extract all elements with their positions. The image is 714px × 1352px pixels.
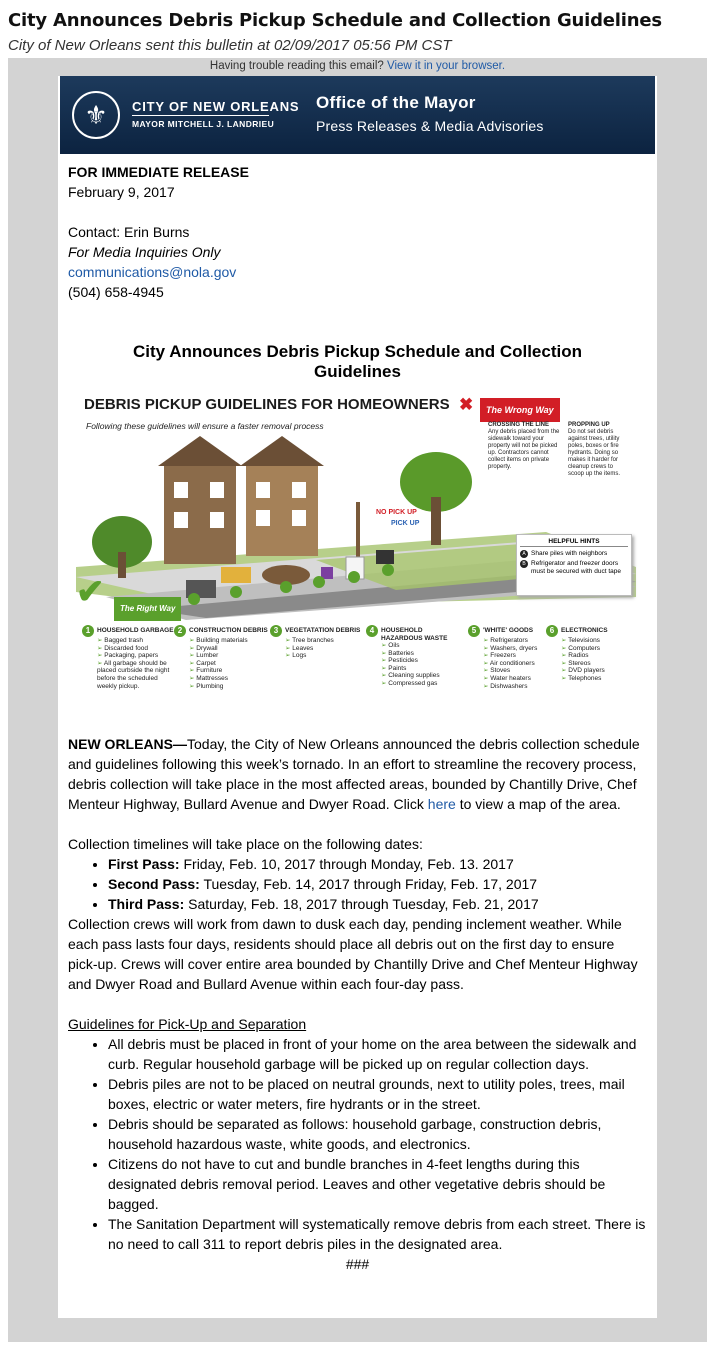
banner-divider [132, 115, 269, 116]
pass-list [68, 854, 647, 914]
category-item: ➢ Televisions [561, 637, 642, 645]
article-body [68, 734, 647, 1274]
right-way-check-icon: ✔ [76, 573, 105, 611]
category-item: ➢ Water heaters [483, 675, 564, 683]
category-item: ➢ All garbage should be placed curbside the night before the scheduled weekly pickup. [97, 660, 178, 690]
intro-text: Today, the City of New Orleans announced the debris collection schedule and guidelines following this week’s tornado. In an effort to streamline the recovery process, debris collection will take place in the most affected areas, bounded by Chantilly Drive, Chef Menteur Highway, Bullard Avenue and Dwyer Road. Click [68, 736, 640, 812]
category-name: CONSTRUCTION DEBRIS [189, 627, 268, 634]
trouble-text: Having trouble reading this email? [209, 60, 384, 72]
fleur-de-lis-icon: ⚜ [72, 91, 120, 139]
category-item: ➢ Paints [381, 665, 462, 673]
category-number: 6 [546, 625, 558, 637]
banner-office: Office of the Mayor [316, 93, 476, 112]
category-item: ➢ Washers, dryers [483, 645, 564, 653]
category-item: ➢ Tree branches [285, 637, 366, 645]
category-item: ➢ Discarded food [97, 645, 178, 653]
guideline-item: • The Sanitation Department will systematically remove debris from each street. There is no need to call 311 to report debris piles in the designated area. [108, 1214, 647, 1254]
guideline-item: • Debris piles are not to be placed on neutral grounds, next to utility poles, trees, mail boxes, electric or water meters, fire hydrants or in the street. [108, 1074, 647, 1114]
no-pickup-label: NO PICK UP [376, 509, 417, 516]
dateline: NEW ORLEANS— [68, 736, 187, 752]
category-number: 2 [174, 625, 186, 637]
category-item: ➢ Computers [561, 645, 642, 653]
infographic-title: DEBRIS PICKUP GUIDELINES FOR HOMEOWNERS [84, 396, 450, 413]
category-item: ➢ Building materials [189, 637, 270, 645]
guidelines-heading: Guidelines for Pick-Up and Separation [68, 1016, 307, 1032]
category-number: 3 [270, 625, 282, 637]
category-item: ➢ Logs [285, 652, 366, 660]
debris-category [546, 625, 642, 683]
end-mark: ### [345, 1256, 370, 1272]
hints-title: HELPFUL HINTS [520, 538, 628, 547]
guideline-item: • All debris must be placed in front of your home on the area between the sidewalk and curb. Regular household garbage will be picked up on regular collection days. [108, 1034, 647, 1074]
category-name: VEGETATATION DEBRIS [285, 627, 361, 634]
email-frame [8, 58, 707, 1342]
category-item: ➢ Packaging, papers [97, 652, 178, 660]
category-item: ➢ Carpet [189, 660, 270, 668]
pickup-label: PICK UP [391, 520, 420, 527]
email-card [58, 76, 657, 1318]
category-item: ➢ Freezers [483, 652, 564, 660]
mayor-banner [60, 76, 655, 154]
page-title: City Announces Debris Pickup Schedule and Collection Guidelines [8, 10, 662, 31]
category-item: ➢ Compressed gas [381, 680, 462, 688]
hint-a: Share piles with neighbors [531, 550, 608, 557]
banner-city: CITY OF NEW ORLEANS [132, 99, 300, 114]
guidelines-list [68, 1034, 647, 1254]
release-label: FOR IMMEDIATE RELEASE [68, 164, 249, 180]
pass-item: • Second Pass: Tuesday, Feb. 14, 2017 through Friday, Feb. 17, 2017 [108, 874, 647, 894]
timeline-intro: Collection timelines will take place on the following dates: [68, 836, 423, 852]
propping-up-note: PROPPING UP Do not set debris against trees, utility poles, boxes or fire hydrants. Doing so makes it harder for cleanup crews to scoop up the items. [568, 422, 621, 477]
category-item: ➢ Stoves [483, 667, 564, 675]
wrong-way-x-icon: ✖ [459, 395, 474, 414]
debris-category [270, 625, 366, 660]
pass-item: • Third Pass: Saturday, Feb. 18, 2017 through Tuesday, Feb. 21, 2017 [108, 894, 647, 914]
category-item: ➢ Stereos [561, 660, 642, 668]
sent-line: City of New Orleans sent this bulletin at 02/09/2017 05:56 PM CST [8, 37, 452, 54]
category-item: ➢ Oils [381, 642, 462, 650]
banner-mayor: MAYOR MITCHELL J. LANDRIEU [132, 119, 275, 129]
media-only-note: For Media Inquiries Only [68, 244, 221, 260]
category-item: ➢ Drywall [189, 645, 270, 653]
wrong-way-label: The Wrong Way [480, 398, 560, 422]
category-number: 4 [366, 625, 378, 637]
category-item: ➢ Dishwashers [483, 683, 564, 691]
contact-email-link[interactable]: communications@nola.gov [68, 264, 237, 280]
category-item: ➢ Bagged trash [97, 637, 178, 645]
debris-category [366, 625, 462, 688]
category-item: ➢ DVD players [561, 667, 642, 675]
helpful-hints-box: HELPFUL HINTS A Share piles with neighbors B Refrigerator and freezer doors must be secured with duct tape [516, 534, 632, 596]
right-way-label: The Right Way [114, 597, 181, 621]
category-item: ➢ Radios [561, 652, 642, 660]
email-content [58, 154, 657, 1274]
category-item: ➢ Leaves [285, 645, 366, 653]
category-item: ➢ Batteries [381, 650, 462, 658]
category-item: ➢ Plumbing [189, 683, 270, 691]
contact-name: Contact: Erin Burns [68, 224, 190, 240]
map-here-link[interactable]: here [427, 796, 456, 812]
category-name: 'WHITE' GOODS [483, 627, 534, 634]
crews-text: Collection crews will work from dawn to dusk each day, pending inclement weather. While each pass lasts four days, residents should place all debris out on the first day to ensure pick-up. Crews will cover entire area bounded by Chantilly Drive and Chef Menteur Highway and Dwyer Road and Bullard Avenue within each four-day pass. [68, 916, 638, 992]
debris-category [82, 625, 178, 690]
category-item: ➢ Pesticides [381, 657, 462, 665]
category-name: HOUSEHOLD GARBAGE [97, 627, 174, 634]
guideline-item: • Debris should be separated as follows: household garbage, construction debris, household hazardous waste, white goods, and electronics. [108, 1114, 647, 1154]
category-number: 5 [468, 625, 480, 637]
category-number: 1 [82, 625, 94, 637]
category-item: ➢ Air conditioners [483, 660, 564, 668]
view-in-browser-link[interactable]: View it in your browser. [387, 60, 506, 72]
release-date: February 9, 2017 [68, 184, 175, 200]
debris-infographic [76, 392, 636, 710]
category-item: ➢ Mattresses [189, 675, 270, 683]
category-item: ➢ Cleaning supplies [381, 672, 462, 680]
banner-subtitle: Press Releases & Media Advisories [316, 118, 544, 134]
trouble-reading [8, 60, 707, 75]
category-item: ➢ Furniture [189, 667, 270, 675]
debris-category [174, 625, 270, 690]
category-item: ➢ Refrigerators [483, 637, 564, 645]
category-item: ➢ Telephones [561, 675, 642, 683]
pass-item: • First Pass: Friday, Feb. 10, 2017 through Monday, Feb. 13. 2017 [108, 854, 647, 874]
category-item: ➢ Lumber [189, 652, 270, 660]
intro-tail: to view a map of the area. [455, 796, 621, 812]
infographic-subtitle: Following these guidelines will ensure a faster removal process [86, 421, 324, 431]
crossing-line-note: CROSSING THE LINE Any debris placed from the sidewalk toward your property will not be picked up. Contractors cannot collect items on private property. [488, 422, 560, 470]
article-headline: City Announces Debris Pickup Schedule and Collection Guidelines [132, 342, 582, 381]
hint-b: Refrigerator and freezer doors must be secured with duct tape [531, 560, 621, 575]
category-name: HOUSEHOLD HAZARDOUS WASTE [381, 627, 448, 642]
guideline-item: • Citizens do not have to cut and bundle branches in 4-feet lengths during this designated debris removal period. Leaves and other vegetative debris should be bagged. [108, 1154, 647, 1214]
category-name: ELECTRONICS [561, 627, 608, 634]
contact-phone: (504) 658-4945 [68, 284, 164, 300]
